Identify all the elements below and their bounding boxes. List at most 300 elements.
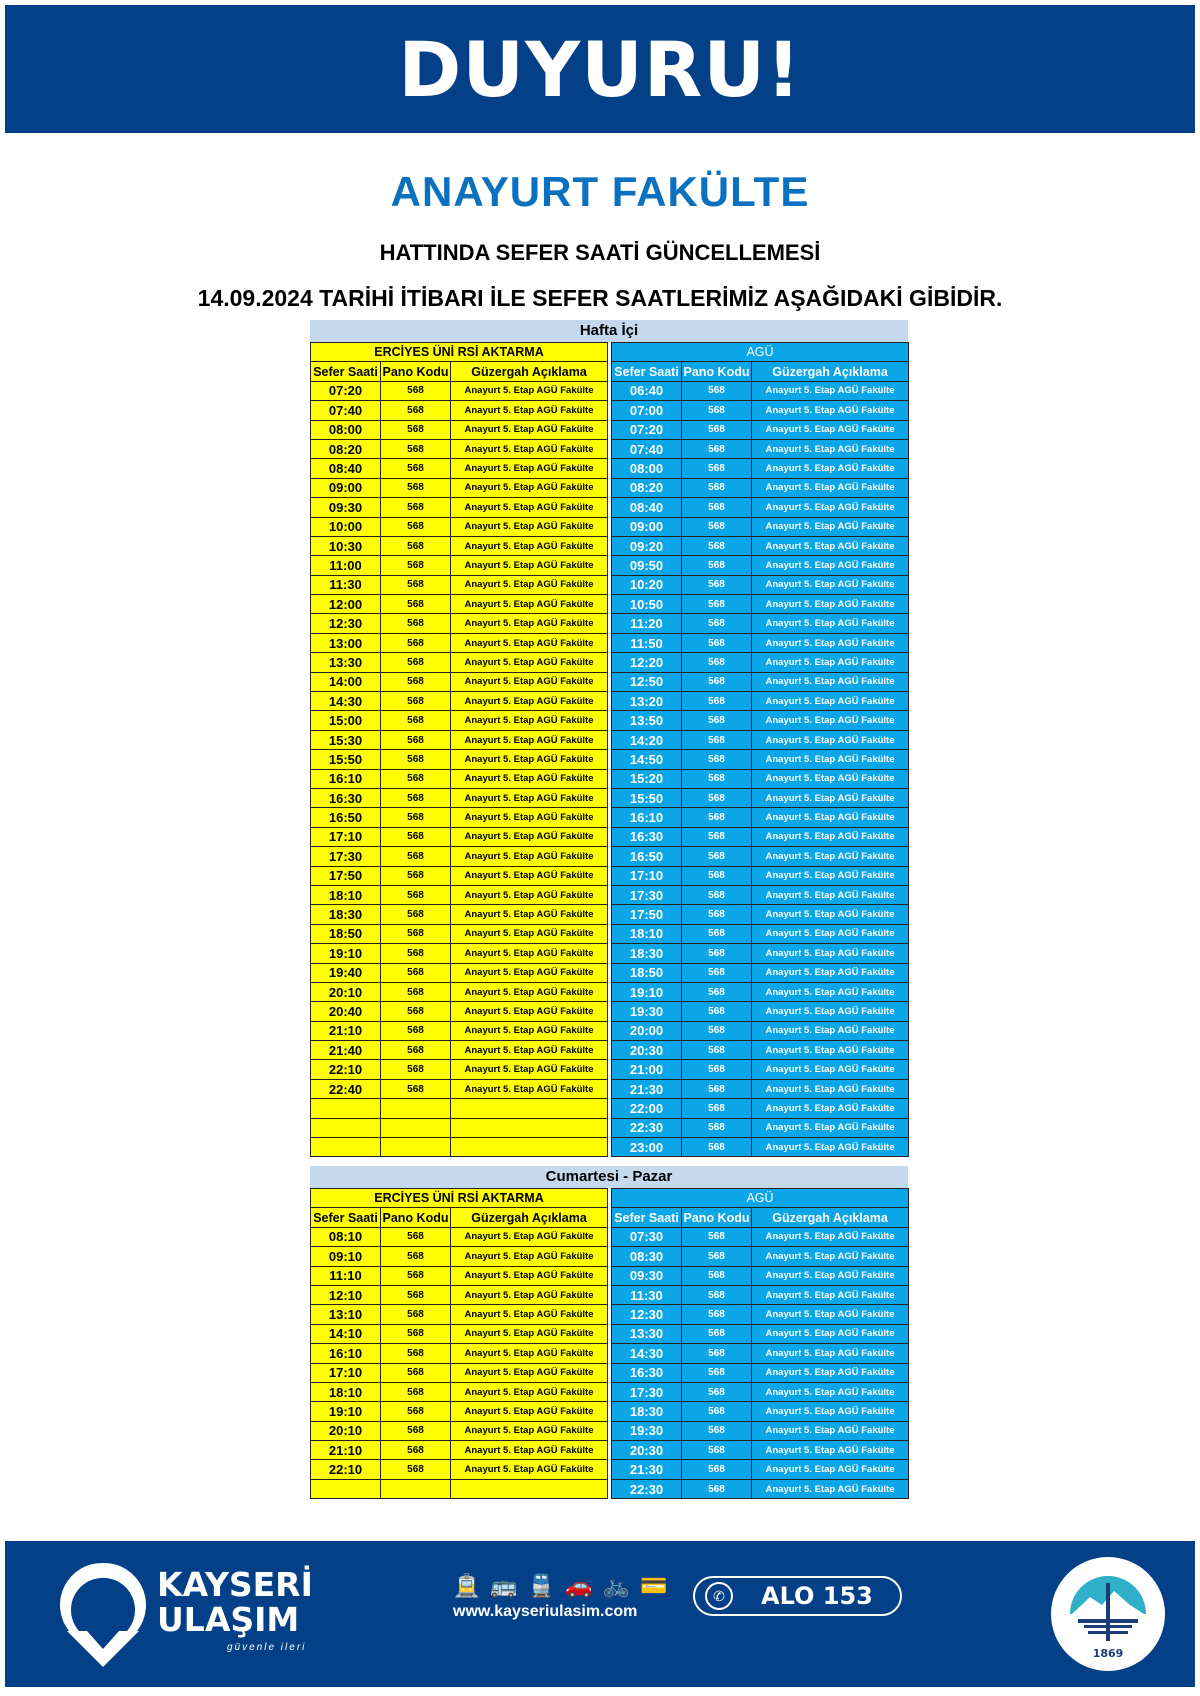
departure-time: 11:00 — [311, 556, 381, 575]
brand-tagline: güvenle ileri — [227, 1642, 307, 1653]
table-row — [612, 944, 909, 963]
departure-time: 09:10 — [311, 1247, 381, 1266]
route-code: 568 — [381, 1305, 451, 1324]
departure-time: 09:00 — [311, 478, 381, 497]
table-row — [311, 866, 608, 885]
route-description: Anayurt 5. Etap AGÜ Fakülte — [451, 1305, 608, 1324]
route-description: Anayurt 5. Etap AGÜ Fakülte — [451, 885, 608, 904]
route-code: 568 — [381, 633, 451, 652]
route-description: Anayurt 5. Etap AGÜ Fakülte — [451, 1079, 608, 1098]
table-row — [311, 944, 608, 963]
departure-time: 09:00 — [612, 517, 682, 536]
route-code: 568 — [381, 595, 451, 614]
route-description: Anayurt 5. Etap AGÜ Fakülte — [451, 1460, 608, 1479]
route-description: Anayurt 5. Etap AGÜ Fakülte — [752, 1479, 909, 1498]
departure-time: 19:30 — [612, 1002, 682, 1021]
column-header-route: Güzergah Açıklama — [451, 362, 608, 381]
table-row — [612, 439, 909, 458]
route-code: 568 — [381, 1285, 451, 1304]
departure-time: 09:20 — [612, 536, 682, 555]
route-description: Anayurt 5. Etap AGÜ Fakülte — [451, 1441, 608, 1460]
tram-icon: 🚊 — [453, 1573, 481, 1598]
departure-time: 10:20 — [612, 575, 682, 594]
table-row — [311, 517, 608, 536]
route-description: Anayurt 5. Etap AGÜ Fakülte — [752, 401, 909, 420]
route-description: Anayurt 5. Etap AGÜ Fakülte — [451, 1247, 608, 1266]
footer-banner — [5, 1541, 1195, 1687]
table-row — [612, 1118, 909, 1137]
departure-time: 10:00 — [311, 517, 381, 536]
group-header: AGÜ — [612, 1189, 909, 1208]
route-code: 568 — [682, 711, 752, 730]
departure-time: 13:30 — [612, 1324, 682, 1343]
table-row — [612, 478, 909, 497]
route-description: Anayurt 5. Etap AGÜ Fakülte — [752, 653, 909, 672]
route-code: 568 — [682, 1344, 752, 1363]
table-row — [311, 556, 608, 575]
route-code: 568 — [381, 1324, 451, 1343]
departure-time: 14:30 — [311, 692, 381, 711]
table-row — [612, 1021, 909, 1040]
departure-time: 07:20 — [311, 381, 381, 400]
table-row — [612, 692, 909, 711]
departure-time: 22:30 — [612, 1118, 682, 1137]
route-description: Anayurt 5. Etap AGÜ Fakülte — [752, 1099, 909, 1118]
route-code: 568 — [682, 944, 752, 963]
route-code: 568 — [381, 401, 451, 420]
table-row — [311, 827, 608, 846]
route-description: Anayurt 5. Etap AGÜ Fakülte — [451, 575, 608, 594]
table-row — [612, 924, 909, 943]
route-code: 568 — [381, 711, 451, 730]
route-description: Anayurt 5. Etap AGÜ Fakülte — [752, 982, 909, 1001]
empty-row — [311, 1099, 608, 1118]
route-description: Anayurt 5. Etap AGÜ Fakülte — [451, 595, 608, 614]
route-description: Anayurt 5. Etap AGÜ Fakülte — [451, 439, 608, 458]
route-code: 568 — [682, 1285, 752, 1304]
route-code: 568 — [682, 633, 752, 652]
table-row — [612, 788, 909, 807]
route-description: Anayurt 5. Etap AGÜ Fakülte — [451, 498, 608, 517]
route-code: 568 — [682, 439, 752, 458]
departure-time: 13:50 — [612, 711, 682, 730]
empty-cell — [451, 1099, 608, 1118]
table-row — [612, 1247, 909, 1266]
table-row — [311, 1324, 608, 1343]
route-description: Anayurt 5. Etap AGÜ Fakülte — [752, 1079, 909, 1098]
weekday-timetable — [310, 320, 908, 1157]
route-code: 568 — [381, 750, 451, 769]
column-header-time: Sefer Saati — [612, 362, 682, 381]
route-description: Anayurt 5. Etap AGÜ Fakülte — [752, 575, 909, 594]
table-row — [612, 1324, 909, 1343]
route-code: 568 — [381, 1266, 451, 1285]
departure-time: 15:50 — [612, 788, 682, 807]
departure-time: 16:50 — [311, 808, 381, 827]
route-code: 568 — [381, 1460, 451, 1479]
route-description: Anayurt 5. Etap AGÜ Fakülte — [451, 633, 608, 652]
table-row — [612, 1344, 909, 1363]
route-code: 568 — [682, 1060, 752, 1079]
table-row — [612, 1382, 909, 1401]
departure-time: 19:40 — [311, 963, 381, 982]
column-header-code: Pano Kodu — [682, 1208, 752, 1227]
hotline-number: ALO 153 — [761, 1582, 873, 1610]
empty-cell — [381, 1099, 451, 1118]
departure-time: 21:30 — [612, 1460, 682, 1479]
route-code: 568 — [682, 459, 752, 478]
route-description: Anayurt 5. Etap AGÜ Fakülte — [752, 750, 909, 769]
departure-time: 12:20 — [612, 653, 682, 672]
route-code: 568 — [381, 905, 451, 924]
route-description: Anayurt 5. Etap AGÜ Fakülte — [752, 1441, 909, 1460]
route-code: 568 — [381, 1227, 451, 1246]
route-description: Anayurt 5. Etap AGÜ Fakülte — [451, 1266, 608, 1285]
table-row — [612, 982, 909, 1001]
weekday-agu-table — [611, 342, 908, 1157]
table-row — [311, 1227, 608, 1246]
route-description: Anayurt 5. Etap AGÜ Fakülte — [752, 944, 909, 963]
departure-time: 22:10 — [311, 1460, 381, 1479]
table-row — [311, 1021, 608, 1040]
table-row — [311, 653, 608, 672]
route-code: 568 — [381, 730, 451, 749]
table-row — [612, 1441, 909, 1460]
table-row — [311, 459, 608, 478]
weekday-label: Hafta İçi — [310, 320, 908, 342]
route-description: Anayurt 5. Etap AGÜ Fakülte — [752, 827, 909, 846]
table-row — [311, 633, 608, 652]
departure-time: 18:10 — [311, 885, 381, 904]
weekend-agu-table — [611, 1188, 908, 1499]
route-description: Anayurt 5. Etap AGÜ Fakülte — [451, 653, 608, 672]
route-description: Anayurt 5. Etap AGÜ Fakülte — [752, 1227, 909, 1246]
table-row — [311, 730, 608, 749]
departure-time: 20:10 — [311, 1421, 381, 1440]
table-row — [612, 381, 909, 400]
departure-time: 17:30 — [612, 1382, 682, 1401]
table-row — [311, 498, 608, 517]
route-description: Anayurt 5. Etap AGÜ Fakülte — [451, 982, 608, 1001]
departure-time: 16:10 — [612, 808, 682, 827]
empty-row — [311, 1138, 608, 1157]
route-code: 568 — [381, 847, 451, 866]
route-code: 568 — [682, 769, 752, 788]
table-row — [612, 517, 909, 536]
route-description: Anayurt 5. Etap AGÜ Fakülte — [752, 1285, 909, 1304]
departure-time: 08:00 — [311, 420, 381, 439]
route-code: 568 — [682, 1118, 752, 1137]
route-description: Anayurt 5. Etap AGÜ Fakülte — [752, 711, 909, 730]
route-description: Anayurt 5. Etap AGÜ Fakülte — [752, 439, 909, 458]
table-row — [612, 866, 909, 885]
departure-time: 18:10 — [311, 1382, 381, 1401]
table-row — [612, 1479, 909, 1498]
table-row — [612, 1138, 909, 1157]
route-code: 568 — [381, 827, 451, 846]
route-code: 568 — [682, 692, 752, 711]
website-link[interactable]: www.kayseriulasim.com — [453, 1603, 638, 1620]
departure-time: 20:00 — [612, 1021, 682, 1040]
route-code: 568 — [381, 1060, 451, 1079]
table-row — [311, 1402, 608, 1421]
column-header-time: Sefer Saati — [311, 362, 381, 381]
route-description: Anayurt 5. Etap AGÜ Fakülte — [752, 556, 909, 575]
route-description: Anayurt 5. Etap AGÜ Fakülte — [752, 788, 909, 807]
table-row — [311, 1079, 608, 1098]
route-description: Anayurt 5. Etap AGÜ Fakülte — [451, 711, 608, 730]
empty-cell — [311, 1479, 381, 1498]
departure-time: 12:50 — [612, 672, 682, 691]
table-row — [311, 575, 608, 594]
municipality-seal-icon — [1048, 1553, 1168, 1675]
route-code: 568 — [682, 924, 752, 943]
route-description: Anayurt 5. Etap AGÜ Fakülte — [752, 1460, 909, 1479]
route-description: Anayurt 5. Etap AGÜ Fakülte — [752, 1363, 909, 1382]
departure-time: 18:30 — [612, 944, 682, 963]
departure-time: 18:30 — [612, 1402, 682, 1421]
table-row — [311, 963, 608, 982]
route-code: 568 — [682, 750, 752, 769]
table-row — [311, 1305, 608, 1324]
route-code: 568 — [682, 1363, 752, 1382]
departure-time: 13:30 — [311, 653, 381, 672]
table-row — [612, 1079, 909, 1098]
route-code: 568 — [682, 788, 752, 807]
table-row — [311, 1460, 608, 1479]
route-description: Anayurt 5. Etap AGÜ Fakülte — [752, 1002, 909, 1021]
route-description: Anayurt 5. Etap AGÜ Fakülte — [451, 1227, 608, 1246]
route-code: 568 — [381, 788, 451, 807]
route-description: Anayurt 5. Etap AGÜ Fakülte — [451, 750, 608, 769]
line-name: ANAYURT FAKÜLTE — [390, 168, 810, 215]
route-description: Anayurt 5. Etap AGÜ Fakülte — [752, 1382, 909, 1401]
route-description: Anayurt 5. Etap AGÜ Fakülte — [752, 1402, 909, 1421]
table-row — [311, 1266, 608, 1285]
table-row — [612, 1402, 909, 1421]
column-header-route: Güzergah Açıklama — [451, 1208, 608, 1227]
route-code: 568 — [381, 1079, 451, 1098]
table-row — [311, 439, 608, 458]
route-code: 568 — [381, 517, 451, 536]
route-description: Anayurt 5. Etap AGÜ Fakülte — [451, 672, 608, 691]
departure-time: 10:30 — [311, 536, 381, 555]
route-code: 568 — [682, 905, 752, 924]
table-row — [612, 595, 909, 614]
table-row — [612, 633, 909, 652]
route-code: 568 — [682, 1324, 752, 1343]
route-code: 568 — [381, 478, 451, 497]
route-code: 568 — [682, 1305, 752, 1324]
parking-car-icon: 🚗 — [565, 1573, 593, 1598]
route-code: 568 — [682, 1021, 752, 1040]
table-row — [612, 536, 909, 555]
empty-cell — [451, 1479, 608, 1498]
route-code: 568 — [381, 808, 451, 827]
route-code: 568 — [682, 653, 752, 672]
route-description: Anayurt 5. Etap AGÜ Fakülte — [752, 517, 909, 536]
table-row — [311, 1247, 608, 1266]
route-description: Anayurt 5. Etap AGÜ Fakülte — [451, 1421, 608, 1440]
departure-time: 14:00 — [311, 672, 381, 691]
table-row — [612, 1266, 909, 1285]
route-description: Anayurt 5. Etap AGÜ Fakülte — [752, 459, 909, 478]
table-row — [612, 1421, 909, 1440]
departure-time: 09:50 — [612, 556, 682, 575]
route-description: Anayurt 5. Etap AGÜ Fakülte — [451, 614, 608, 633]
departure-time: 17:50 — [612, 905, 682, 924]
table-row — [612, 1060, 909, 1079]
route-description: Anayurt 5. Etap AGÜ Fakülte — [752, 420, 909, 439]
route-code: 568 — [381, 1021, 451, 1040]
route-code: 568 — [682, 595, 752, 614]
table-row — [612, 614, 909, 633]
table-row — [311, 1041, 608, 1060]
route-description: Anayurt 5. Etap AGÜ Fakülte — [752, 1138, 909, 1157]
table-row — [311, 1344, 608, 1363]
group-header: ERCİYES ÜNİ RSİ AKTARMA — [311, 1189, 608, 1208]
route-description: Anayurt 5. Etap AGÜ Fakülte — [451, 924, 608, 943]
phone-icon: ✆ — [705, 1582, 733, 1610]
empty-row — [311, 1479, 608, 1498]
route-code: 568 — [381, 614, 451, 633]
table-row — [612, 653, 909, 672]
departure-time: 07:40 — [311, 401, 381, 420]
departure-time: 11:20 — [612, 614, 682, 633]
table-row — [612, 1460, 909, 1479]
route-code: 568 — [682, 478, 752, 497]
route-description: Anayurt 5. Etap AGÜ Fakülte — [451, 1363, 608, 1382]
route-code: 568 — [682, 847, 752, 866]
departure-time: 15:20 — [612, 769, 682, 788]
empty-cell — [311, 1138, 381, 1157]
route-description: Anayurt 5. Etap AGÜ Fakülte — [451, 808, 608, 827]
table-row — [311, 769, 608, 788]
departure-time: 14:20 — [612, 730, 682, 749]
effective-date-notice: 14.09.2024 TARİHİ İTİBARI İLE SEFER SAATLERİMİZ AŞAĞIDAKİ GİBİDİR. — [197, 285, 1003, 311]
route-description: Anayurt 5. Etap AGÜ Fakülte — [451, 459, 608, 478]
departure-time: 16:30 — [612, 1363, 682, 1382]
empty-cell — [381, 1118, 451, 1137]
departure-time: 23:00 — [612, 1138, 682, 1157]
table-row — [311, 1382, 608, 1401]
bicycle-icon: 🚲 — [602, 1573, 631, 1598]
table-row — [311, 614, 608, 633]
departure-time: 12:00 — [311, 595, 381, 614]
departure-time: 14:50 — [612, 750, 682, 769]
departure-time: 20:30 — [612, 1441, 682, 1460]
departure-time: 13:10 — [311, 1305, 381, 1324]
route-description: Anayurt 5. Etap AGÜ Fakülte — [752, 633, 909, 652]
departure-time: 17:10 — [311, 1363, 381, 1382]
weekday-erciyes-table — [310, 342, 607, 1157]
weekend-erciyes-table — [310, 1188, 607, 1499]
route-description: Anayurt 5. Etap AGÜ Fakülte — [451, 905, 608, 924]
route-description: Anayurt 5. Etap AGÜ Fakülte — [451, 478, 608, 497]
departure-time: 07:40 — [612, 439, 682, 458]
table-row — [311, 595, 608, 614]
table-row — [612, 769, 909, 788]
route-description: Anayurt 5. Etap AGÜ Fakülte — [451, 866, 608, 885]
table-row — [311, 750, 608, 769]
departure-time: 08:20 — [311, 439, 381, 458]
table-row — [311, 924, 608, 943]
departure-time: 16:10 — [311, 1344, 381, 1363]
departure-time: 16:30 — [612, 827, 682, 846]
table-row — [311, 982, 608, 1001]
departure-time: 15:30 — [311, 730, 381, 749]
route-description: Anayurt 5. Etap AGÜ Fakülte — [752, 614, 909, 633]
route-description: Anayurt 5. Etap AGÜ Fakülte — [752, 1266, 909, 1285]
route-code: 568 — [381, 381, 451, 400]
route-code: 568 — [381, 982, 451, 1001]
route-description: Anayurt 5. Etap AGÜ Fakülte — [752, 478, 909, 497]
departure-time: 22:30 — [612, 1479, 682, 1498]
subtitle: HATTINDA SEFER SAATİ GÜNCELLEMESİ — [379, 240, 821, 265]
departure-time: 12:10 — [311, 1285, 381, 1304]
route-description: Anayurt 5. Etap AGÜ Fakülte — [752, 1421, 909, 1440]
departure-time: 17:50 — [311, 866, 381, 885]
route-description: Anayurt 5. Etap AGÜ Fakülte — [752, 1344, 909, 1363]
route-code: 568 — [381, 1402, 451, 1421]
empty-cell — [381, 1138, 451, 1157]
table-row — [311, 401, 608, 420]
column-header-code: Pano Kodu — [682, 362, 752, 381]
table-row — [612, 1099, 909, 1118]
route-code: 568 — [682, 672, 752, 691]
empty-cell — [381, 1479, 451, 1498]
route-code: 568 — [682, 1227, 752, 1246]
table-row — [612, 1041, 909, 1060]
departure-time: 18:30 — [311, 905, 381, 924]
column-header-code: Pano Kodu — [381, 362, 451, 381]
route-description: Anayurt 5. Etap AGÜ Fakülte — [451, 692, 608, 711]
table-row — [612, 401, 909, 420]
route-code: 568 — [682, 1138, 752, 1157]
table-row — [612, 1285, 909, 1304]
departure-time: 06:40 — [612, 381, 682, 400]
departure-time: 08:40 — [612, 498, 682, 517]
route-code: 568 — [682, 575, 752, 594]
route-description: Anayurt 5. Etap AGÜ Fakülte — [451, 1344, 608, 1363]
departure-time: 16:50 — [612, 847, 682, 866]
departure-time: 14:10 — [311, 1324, 381, 1343]
route-description: Anayurt 5. Etap AGÜ Fakülte — [752, 1305, 909, 1324]
departure-time: 12:30 — [311, 614, 381, 633]
departure-time: 09:30 — [311, 498, 381, 517]
route-description: Anayurt 5. Etap AGÜ Fakülte — [451, 1021, 608, 1040]
route-code: 568 — [682, 1041, 752, 1060]
route-description: Anayurt 5. Etap AGÜ Fakülte — [451, 381, 608, 400]
route-description: Anayurt 5. Etap AGÜ Fakülte — [451, 1002, 608, 1021]
route-code: 568 — [381, 1247, 451, 1266]
hotline-badge[interactable] — [693, 1576, 902, 1616]
table-row — [311, 808, 608, 827]
route-description: Anayurt 5. Etap AGÜ Fakülte — [451, 556, 608, 575]
table-row — [612, 498, 909, 517]
departure-time: 21:00 — [612, 1060, 682, 1079]
brand-line-2: ULAŞIM — [157, 1600, 300, 1639]
route-code: 568 — [682, 381, 752, 400]
transport-modes — [453, 1573, 667, 1599]
route-code: 568 — [682, 866, 752, 885]
empty-cell — [451, 1118, 608, 1137]
table-row — [612, 420, 909, 439]
weekend-label: Cumartesi - Pazar — [310, 1166, 908, 1188]
route-code: 568 — [682, 1266, 752, 1285]
departure-time: 11:10 — [311, 1266, 381, 1285]
table-row — [612, 808, 909, 827]
